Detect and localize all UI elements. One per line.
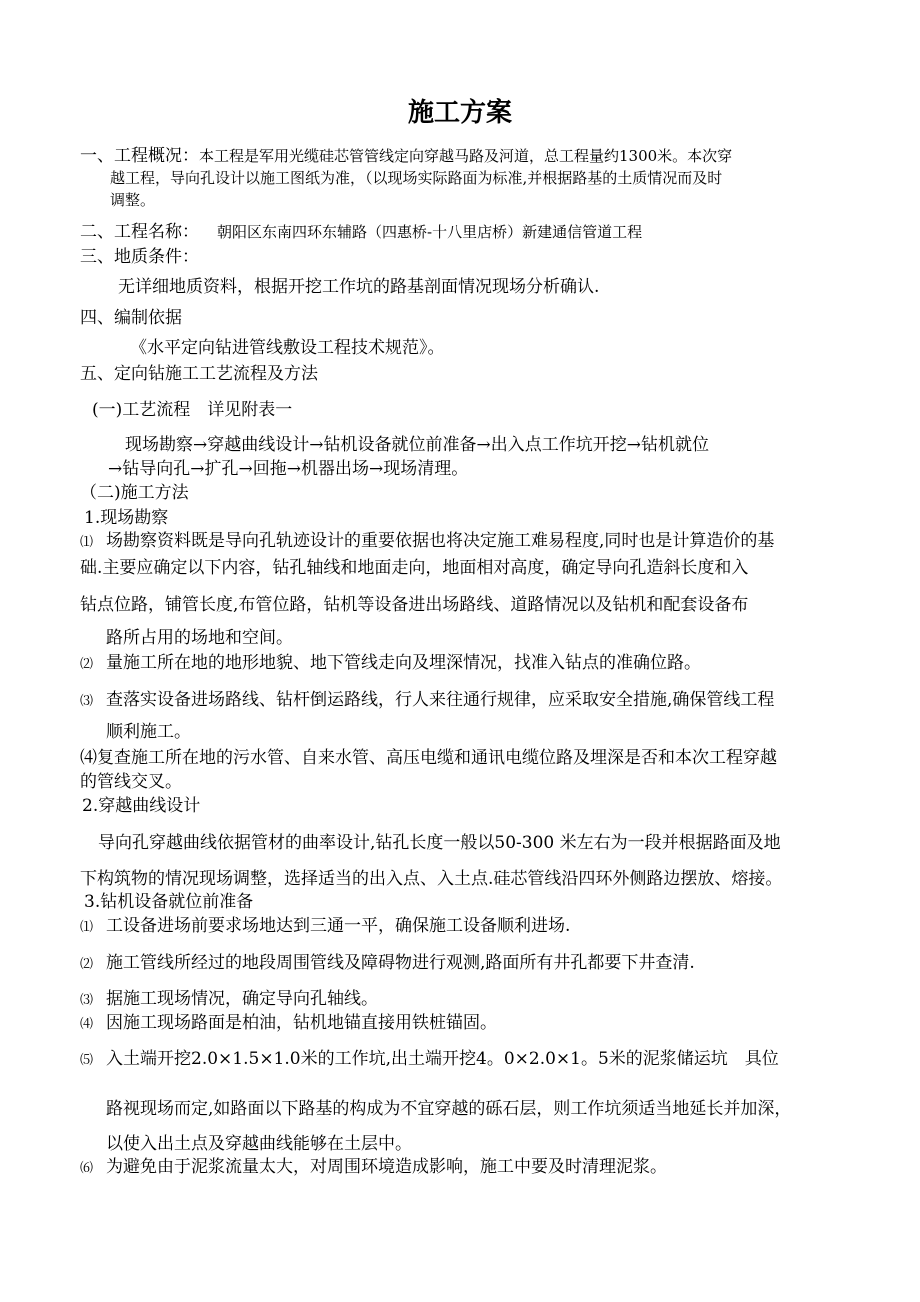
document-title: 施工方案: [407, 98, 512, 128]
prep-item-1-text: 工设备进场前要求场地达到三通一平，确保施工设备顺利进场.: [106, 916, 571, 936]
prep-item-5-text: 入土端开挖2.0×1.5×1.0米的工作坑,出土端开挖4。0×2.0×1。5米的泥浆储运坑 具位: [106, 1049, 779, 1069]
item-number: ⑴: [80, 920, 94, 935]
curve-line-2: 下构筑物的情况现场调整，选择适当的出入点、入土点.硅芯管线沿四环外侧路边摆放、熔接。: [80, 869, 783, 889]
overview-line-1: [80, 148, 732, 165]
survey-item-1-line-2: 础.主要应确定以下内容，钻孔轴线和地面走向，地面相对高度，确定导向孔造斜长度和入: [80, 558, 749, 578]
survey-item-4-line-2: 的管线交叉。: [80, 772, 182, 792]
item-number: ⑶: [80, 694, 94, 709]
prep-item-3: [80, 991, 378, 1008]
project-name-value: 朝阳区东南四环东辅路（四惠桥-十八里店桥）新建通信管道工程: [217, 223, 643, 241]
curve-line-1: 导向孔穿越曲线依据管材的曲率设计,钻孔长度一般以50-300 米左右为一段并根据路面及地: [98, 833, 781, 853]
prep-heading: 3.钻机设备就位前准备: [84, 892, 254, 912]
survey-item-1-text: 场勘察资料既是导向孔轨迹设计的重要依据也将决定施工难易程度,同时也是计算造价的基: [106, 531, 775, 551]
item-number: ⑸: [80, 1053, 94, 1068]
flow-line-1: 现场勘察→穿越曲线设计→钻机设备就位前准备→出入点工作坑开挖→钻机就位: [125, 435, 709, 455]
item-number: ⑷: [80, 1017, 94, 1032]
item-number: ⑴: [80, 535, 94, 550]
item-number: ⑶: [80, 993, 94, 1008]
overview-text-1: 本工程是军用光缆硅芯管管线定向穿越马路及河道，总工程量约1300米。本次穿: [199, 147, 733, 165]
prep-item-4-text: 因施工现场路面是柏油，钻机地锚直接用铁桩锚固。: [106, 1013, 497, 1033]
prep-item-5-line-1: [80, 1051, 779, 1068]
item-number: ⑵: [80, 957, 94, 972]
survey-item-3-line-2: 顺利施工。: [106, 722, 191, 742]
curve-heading: 2.穿越曲线设计: [82, 796, 201, 816]
survey-item-2-text: 量施工所在地的地形地貌、地下管线走向及埋深情况，找准入钻点的准确位路。: [106, 653, 701, 673]
item-number: ⑹: [80, 1161, 94, 1176]
project-name-heading: 二、工程名称：: [80, 222, 199, 242]
geology-text: 无详细地质资料，根据开挖工作坑的路基剖面情况现场分析确认.: [118, 277, 600, 297]
prep-item-2: [80, 955, 695, 972]
geology-heading: 三、地质条件：: [80, 247, 199, 267]
prep-item-2-text: 施工管线所经过的地段周围管线及障碍物进行观测,路面所有井孔都要下井查清.: [106, 953, 695, 973]
overview-heading: 一、工程概况：: [80, 146, 199, 166]
method-heading: （二)施工方法: [80, 483, 189, 503]
survey-item-3-text: 查落实设备进场路线、钻杆倒运路线，行人来往通行规律，应采取安全措施,确保管线工程: [106, 690, 775, 710]
prep-item-4: [80, 1015, 497, 1032]
prep-item-5-line-2: 路视现场而定,如路面以下路基的构成为不宜穿越的砾石层，则工作坑须适当地延长并加深，: [106, 1099, 792, 1119]
survey-item-1-line-3: 钻点位路，铺管长度,布管位路，钻机等设备进出场路线、道路情况以及钻机和配套设备布: [80, 595, 749, 615]
survey-item-3-line-1: [80, 692, 774, 709]
survey-item-4-line-1: ⑷复查施工所在地的污水管、自来水管、高压电缆和通讯电缆位路及埋深是否和本次工程穿越: [80, 748, 777, 768]
basis-text: 《水平定向钻进管线敷设工程技术规范》。: [130, 338, 445, 358]
overview-text-2: 越工程，导向孔设计以施工图纸为准，（以现场实际路面为标准,并根据路基的土质情况而及时: [110, 169, 723, 187]
prep-item-1: [80, 918, 570, 935]
prep-item-5-line-3: 以使入出土点及穿越曲线能够在土层中。: [106, 1134, 412, 1154]
flow-heading: (一)工艺流程 详见附表一: [92, 400, 293, 420]
prep-item-3-text: 据施工现场情况，确定导向孔轴线。: [106, 989, 378, 1009]
survey-item-1-line-4: 路所占用的场地和空间。: [106, 628, 293, 648]
basis-heading: 四、编制依据: [80, 308, 182, 328]
process-heading: 五、定向钻施工工艺流程及方法: [80, 364, 318, 384]
prep-item-6-text: 为避免由于泥浆流量太大，对周围环境造成影响，施工中要及时清理泥浆。: [106, 1157, 667, 1177]
flow-line-2: →钻导向孔→扩孔→回拖→机器出场→现场清理。: [108, 459, 469, 479]
item-number: ⑵: [80, 657, 94, 672]
overview-text-3: 调整。: [110, 191, 156, 209]
project-name-line: [80, 224, 642, 241]
survey-heading: 1.现场勘察: [84, 508, 169, 528]
prep-item-6: [80, 1159, 667, 1176]
survey-item-2: [80, 655, 701, 672]
survey-item-1-line-1: [80, 533, 774, 550]
